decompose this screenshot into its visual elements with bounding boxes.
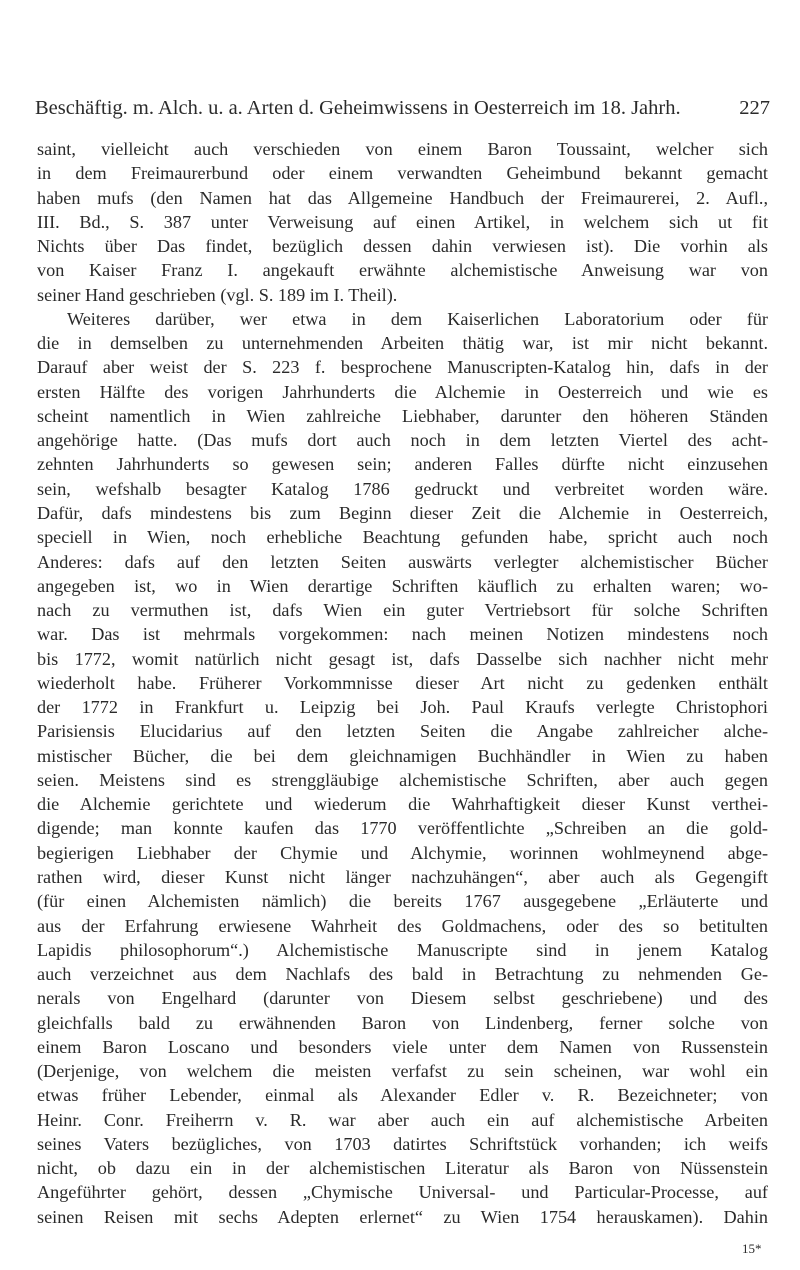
text-line: Dafür, dafs mindestens bis zum Beginn dieser Zeit die Alchemie in Oesterreich, [37,502,768,523]
body-text [37,137,768,1229]
text-line: nach zu vermuthen ist, dafs Wien ein guter Vertriebsort für solche Schriften [37,600,768,621]
text-line: der 1772 in Frankfurt u. Leipzig bei Joh. Paul Kraufs verlegte Christophori [37,697,768,718]
text-line: Weiteres darüber, wer etwa in dem Kaiserlichen Laboratorium oder für [67,308,768,329]
running-head-title: Beschäftig. m. Alch. u. a. Arten d. Geheimwissens in Oesterreich im 18. Jahrh. [35,97,681,119]
text-line: nerals von Engelhard (darunter von Diesem selbst geschriebene) und des [37,988,768,1009]
text-line: von Kaiser Franz I. angekauft erwähnte alchemistische Anweisung war von [37,260,768,281]
text-line: Lapidis philosophorum“.) Alchemistische Manuscripte sind in jenem Katalog [37,939,768,960]
text-line: seien. Meistens sind es strenggläubige alchemistische Schriften, aber auch gegen [37,769,768,790]
text-line: III. Bd., S. 387 unter Verweisung auf einen Artikel, in welchem sich ut fit [37,211,768,232]
text-line: rathen wird, dieser Kunst nicht länger nachzuhängen“, aber auch als Gegengift [37,866,768,887]
text-line: scheint namentlich in Wien zahlreiche Liebhaber, darunter den höheren Ständen [37,405,768,426]
text-line: mistischer Bücher, die bei dem gleichnamigen Buchhändler in Wien zu haben [37,745,768,766]
text-line: Parisiensis Elucidarius auf den letzten Seiten die Angabe zahlreicher alche- [37,721,768,742]
text-line: saint, vielleicht auch verschieden von einem Baron Toussaint, welcher sich [37,139,768,159]
text-line: gleichfalls bald zu erwähnenden Baron von Lindenberg, ferner solche von [37,1012,768,1033]
text-line: begierigen Liebhaber der Chymie und Alchymie, worinnen wohlmeynend abge- [37,842,768,863]
text-line: wiederholt habe. Früherer Vorkommnisse dieser Art nicht zu gedenken enthält [37,672,768,693]
text-line: (für einen Alchemisten nämlich) die bereits 1767 ausgegebene „Erläuterte und [37,891,768,912]
text-line: etwas früher Lebender, einmal als Alexander Edler v. R. Bezeichneter; von [37,1085,768,1106]
page-number: 227 [739,97,770,119]
text-line: in dem Freimaurerbund oder einem verwandten Geheimbund bekannt gemacht [37,163,768,184]
text-line: seiner Hand geschrieben (vgl. S. 189 im I. Theil). [37,284,398,305]
text-line: seines Vaters bezügliches, von 1703 datirtes Schriftstück vorhanden; ich weifs [37,1133,768,1154]
text-line: haben mufs (den Namen hat das Allgemeine Handbuch der Freimaurerei, 2. Aufl., [37,187,768,208]
text-line: einem Baron Loscano und besonders viele unter dem Namen von Russenstein [37,1036,768,1057]
text-line: Anderes: dafs auf den letzten Seiten auswärts verlegter alchemistischer Bücher [37,551,768,572]
text-line: sein, wefshalb besagter Katalog 1786 gedruckt und verbreitet worden wäre. [37,478,768,499]
text-line: aus der Erfahrung erwiesene Wahrheit des Goldmachens, oder des so betitulten [37,915,768,936]
text-line: bis 1772, womit natürlich nicht gesagt ist, dafs Dasselbe sich nachher nicht mehr [37,648,768,669]
text-line: zehnten Jahrhunderts so gewesen sein; anderen Falles dürfte nicht einzusehen [37,454,768,475]
text-line: ersten Hälfte des vorigen Jahrhunderts die Alchemie in Oesterreich und wie es [37,381,768,402]
text-line: Angeführter gehört, dessen „Chymische Universal- und Particular-Processe, auf [37,1182,768,1203]
text-line: Darauf aber weist der S. 223 f. besprochene Manuscripten-Katalog hin, dafs in der [37,357,768,378]
text-line: auch verzeichnet aus dem Nachlafs des bald in Betrachtung zu nehmenden Ge- [37,964,768,985]
text-line: die in demselben zu unternehmenden Arbeiten thätig war, ist mir nicht bekannt. [37,333,768,354]
text-line: die Alchemie gerichtete und wiederum die Wahrhaftigkeit dieser Kunst verthei- [37,794,768,815]
text-line: angehörige hatte. (Das mufs dort auch noch in dem letzten Viertel des acht- [37,430,768,451]
signature-mark: 15* [742,1241,762,1256]
text-line: war. Das ist mehrmals vorgekommen: nach meinen Notizen mindestens noch [37,624,768,645]
text-line: angegeben ist, wo in Wien derartige Schriften käuflich zu erhalten waren; wo- [37,575,768,596]
text-line: Nichts über Das findet, bezüglich dessen dahin verwiesen ist). Die vorhin als [37,236,768,257]
text-line: Heinr. Conr. Freiherrn v. R. war aber auch ein auf alchemistische Arbeiten [37,1109,768,1130]
text-line: nicht, ob dazu ein in der alchemistischen Literatur als Baron von Nüssenstein [37,1158,768,1179]
text-line: (Derjenige, von welchem die meisten verfafst zu sein scheinen, war wohl ein [37,1061,768,1082]
text-line: seinen Reisen mit sechs Adepten erlernet“ zu Wien 1754 herauskamen). Dahin [37,1206,768,1227]
text-line: speciell in Wien, noch erhebliche Beachtung gefunden habe, spricht auch noch [37,527,768,548]
text-line: digende; man konnte kaufen das 1770 veröffentlichte „Schreiben an die gold- [37,818,768,839]
